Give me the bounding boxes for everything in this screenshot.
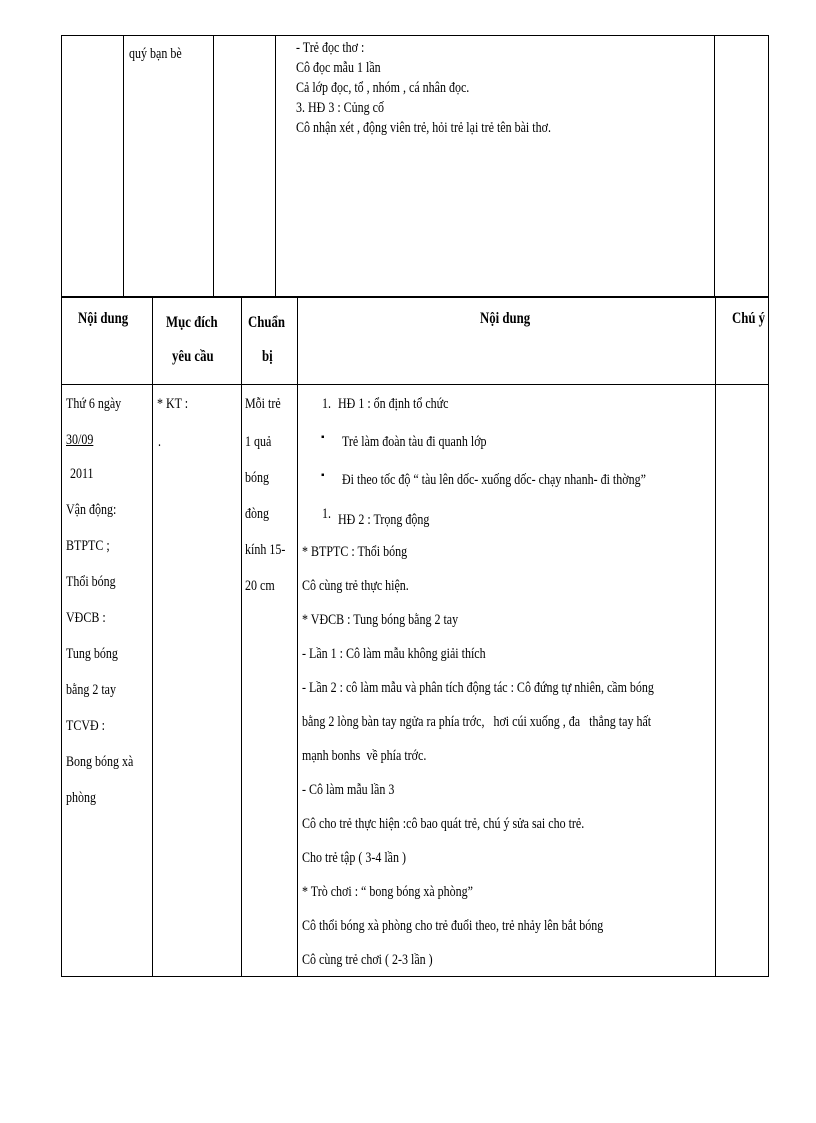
- col-divider: [297, 298, 298, 976]
- col3-line: 20 cm: [245, 578, 275, 594]
- bullet-icon: ▪: [321, 432, 325, 443]
- col3-line: bóng: [245, 470, 269, 486]
- col1-line: Tung bóng: [66, 646, 118, 662]
- col-divider: [715, 298, 716, 976]
- col1-line: 2011: [70, 466, 94, 482]
- top-col-1: [62, 36, 124, 296]
- header-content-2: Nội dung: [480, 310, 531, 327]
- content-line: Cô cùng trẻ thực hiện.: [302, 578, 409, 594]
- item1-number: 1.: [322, 396, 331, 412]
- content-line: mạnh bonhs về phía trớc.: [302, 748, 427, 764]
- col2-line: * KT :: [157, 396, 189, 412]
- col2-line: .: [158, 434, 161, 450]
- item1-text: HĐ 1 : ổn định tổ chức: [338, 396, 449, 412]
- top-col-3: [214, 36, 276, 296]
- item2-number: 1.: [322, 506, 331, 522]
- col1-line: Vận động:: [66, 502, 117, 518]
- col1-line: bằng 2 tay: [66, 682, 116, 698]
- top-col2-text: quý bạn bè: [129, 46, 182, 62]
- content-line: * Trò chơi : “ bong bóng xà phòng”: [302, 884, 474, 900]
- header-prep-line1: Chuẩn: [248, 314, 285, 331]
- col1-line: TCVĐ :: [66, 718, 105, 734]
- content-line: - Lần 1 : Cô làm mẫu không giải thích: [302, 646, 486, 662]
- top-content-line: 3. HĐ 3 : Củng cố: [296, 100, 384, 116]
- content-line: Cô thổi bóng xà phòng cho trẻ đuổi theo, trẻ nhảy lên bắt bóng: [302, 918, 604, 934]
- content-line: * BTPTC : Thổi bóng: [302, 544, 408, 560]
- content-line: * VĐCB : Tung bóng bằng 2 tay: [302, 612, 459, 628]
- col3-line: đòng: [245, 506, 269, 522]
- col1-line: Bong bóng xà: [66, 754, 134, 770]
- col1-line: Thứ 6 ngày: [66, 396, 122, 412]
- content-line: - Cô làm mẫu lần 3: [302, 782, 395, 798]
- main-table: [61, 297, 769, 977]
- header-purpose-line1: Mục đích: [166, 314, 218, 331]
- item2-text: HĐ 2 : Trọng động: [338, 512, 430, 528]
- col-divider: [152, 298, 153, 976]
- col3-line: 1 quả: [245, 434, 272, 450]
- header-content-1: Nội dung: [78, 310, 129, 327]
- header-prep-line2: bị: [262, 348, 273, 365]
- col3-line: kính 15-: [245, 542, 286, 558]
- top-content-line: - Trẻ đọc thơ :: [296, 40, 365, 56]
- col1-date: 30/09: [66, 432, 94, 448]
- top-content-cell: [276, 36, 715, 296]
- content-line: - Lần 2 : cô làm mẫu và phân tích động tác : Cô đứng tự nhiên, cầm bóng: [302, 680, 654, 696]
- bullet-icon: ▪: [321, 470, 325, 481]
- top-note-cell: [715, 36, 768, 296]
- col1-line: Thổi bóng: [66, 574, 116, 590]
- bullet2-text: Đi theo tốc độ “ tàu lên dốc- xuống dốc- chạy nhanh- đi thờng”: [342, 472, 646, 488]
- content-line: Cho trẻ tập ( 3-4 lần ): [302, 850, 406, 866]
- content-line: Cô cho trẻ thực hiện :cô bao quát trẻ, chú ý sửa sai cho trẻ.: [302, 816, 585, 832]
- content-line: bằng 2 lòng bàn tay ngửa ra phía trớc, hơi cúi xuống , đa thẳng tay hất: [302, 714, 652, 730]
- header-notes: Chú ý: [732, 310, 766, 327]
- top-content-line: Cô nhận xét , động viên trẻ, hỏi trẻ lại trẻ tên bài thơ.: [296, 120, 551, 136]
- header-row-divider: [62, 384, 768, 385]
- col1-line: BTPTC ;: [66, 538, 110, 554]
- top-content-line: Cả lớp đọc, tổ , nhóm , cá nhân đọc.: [296, 80, 470, 96]
- col3-line: Mỗi trẻ: [245, 396, 281, 412]
- top-table: [61, 35, 769, 297]
- header-purpose-line2: yêu cầu: [172, 348, 214, 365]
- bullet1-text: Trẻ làm đoàn tàu đi quanh lớp: [342, 434, 487, 450]
- top-content-line: Cô đọc mẫu 1 lần: [296, 60, 381, 76]
- top-col-2: [124, 36, 214, 296]
- col1-line: VĐCB :: [66, 610, 106, 626]
- col-divider: [241, 298, 242, 976]
- content-line: Cô cùng trẻ chơi ( 2-3 lần ): [302, 952, 433, 968]
- col1-line: phòng: [66, 790, 96, 806]
